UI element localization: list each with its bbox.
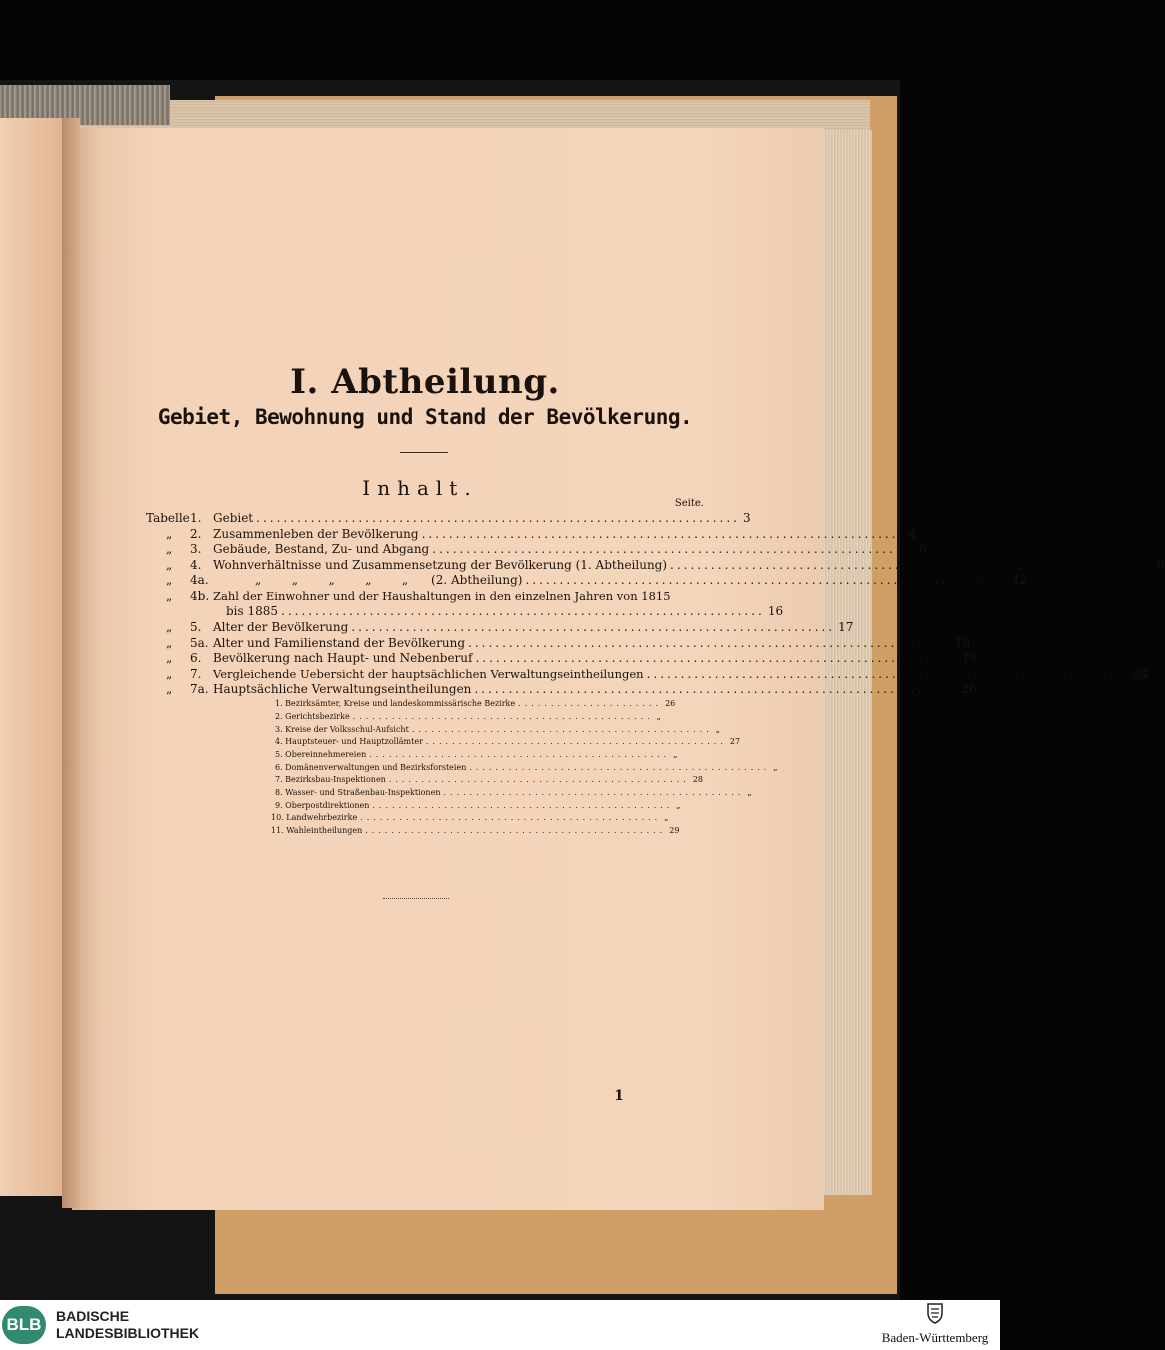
- toc-subentry: 3. Kreise der Volksschul-Aufsicht .............................................. „: [275, 725, 625, 737]
- entry-number: 4a.: [190, 573, 209, 587]
- page-number: 1: [614, 1088, 624, 1104]
- entry-label: Alter der Bevölkerung: [213, 620, 349, 634]
- entry-page: 16: [767, 604, 784, 618]
- subentry-page: 26: [665, 699, 676, 708]
- entry-label: Vergleichende Uebersicht der hauptsächlichen Verwaltungseintheilungen: [213, 667, 644, 681]
- entry-prefix: „: [166, 558, 173, 572]
- subentry-page: „: [747, 788, 752, 797]
- toc-subentry: 6. Domänenverwaltungen und Bezirksforsteien .............................................. „: [275, 763, 625, 775]
- coat-of-arms-icon: [926, 1302, 944, 1324]
- entry-label: Gebäude, Bestand, Zu- und Abgang: [213, 542, 430, 556]
- entry-prefix: „: [166, 651, 173, 665]
- entry-label: „ „ „ „ „ (2. Abtheilung): [255, 573, 523, 587]
- subentry-label: 9. Oberpostdirektionen: [275, 801, 370, 810]
- toc-entry: Hauptsächliche Verwaltungseintheilungen ....................................................................... 26: [213, 682, 977, 696]
- section-subtitle: Gebiet, Bewohnung und Stand der Bevölkerung.: [157, 405, 693, 429]
- entry-page: 26: [961, 682, 977, 696]
- subentry-label: 8. Wasser- und Straßenbau-Inspektionen: [275, 788, 441, 797]
- subentry-page: „: [676, 801, 681, 810]
- title-rule: [400, 452, 448, 453]
- blb-logo: BLB: [2, 1306, 46, 1344]
- toc-subentry: 10. Landwehrbezirke .............................................. „: [271, 813, 625, 825]
- entry-page: 8: [1156, 558, 1165, 572]
- contents-heading: Inhalt.: [362, 476, 478, 500]
- toc-subentry: 8. Wasser- und Straßenbau-Inspektionen .............................................. „: [275, 788, 625, 800]
- section-title: I. Abtheilung.: [290, 362, 560, 402]
- entry-page: 6: [919, 542, 927, 556]
- subentry-label: 7. Bezirksbau-Inspektionen: [275, 775, 386, 784]
- subentry-label: 11. Wahleintheilungen: [271, 826, 363, 835]
- entry-number: 5.: [190, 620, 202, 634]
- subentry-label: 2. Gerichtsbezirke: [275, 712, 350, 721]
- gutter: [62, 118, 80, 1208]
- entry-page: 3: [742, 511, 751, 525]
- section-divider: [383, 898, 449, 900]
- subentry-label: 5. Obereinnehmereien: [275, 750, 367, 759]
- entry-prefix: „: [166, 667, 173, 681]
- entry-number: 1.: [190, 511, 202, 525]
- entry-prefix: „: [166, 573, 173, 587]
- toc-subentry: 5. Obereinnehmereien .............................................. „: [275, 750, 625, 762]
- toc-subentry: 2. Gerichtsbezirke .............................................. „: [275, 712, 625, 724]
- entry-prefix: „: [166, 527, 173, 541]
- entry-page: 19: [962, 651, 978, 665]
- subentry-label: 6. Domänenverwaltungen und Bezirksforsteien: [275, 763, 467, 772]
- library-name-line1: BADISCHE: [56, 1308, 130, 1324]
- toc-entry: Alter der Bevölkerung ....................................................................... 17: [213, 620, 854, 634]
- toc-subentry: 11. Wahleintheilungen .............................................. 29: [271, 826, 625, 838]
- entry-label: Hauptsächliche Verwaltungseintheilungen: [213, 682, 472, 696]
- toc-subentry: 4. Hauptsteuer- und Hauptzollämter .............................................. 27: [275, 737, 625, 749]
- entry-label: Bevölkerung nach Haupt- und Nebenberuf: [213, 651, 473, 665]
- subentry-page: „: [664, 813, 669, 822]
- toc-entry-continued: bis 1885 ....................................................................... 16: [226, 604, 784, 618]
- entry-label: Gebiet: [213, 511, 254, 525]
- subentry-label: 10. Landwehrbezirke: [271, 813, 358, 822]
- entry-page: 24: [1133, 667, 1149, 681]
- subentry-page: „: [656, 712, 661, 721]
- toc-entry: Alter und Familienstand der Bevölkerung ....................................................................... 18: [213, 636, 971, 650]
- entry-prefix: „: [166, 620, 173, 634]
- entry-number: 6.: [190, 651, 202, 665]
- entry-page: 18: [954, 636, 971, 650]
- subentry-page: 28: [692, 775, 704, 784]
- entry-number: 7.: [190, 667, 202, 681]
- toc-entry: Gebäude, Bestand, Zu- und Abgang ....................................................................... 6: [213, 542, 927, 556]
- page-column-label: Seite.: [674, 498, 704, 509]
- entry-page: 12: [1012, 573, 1028, 587]
- entry-label: Wohnverhältnisse und Zusammensetzung der Bevölkerung (1. Abtheilung): [213, 558, 668, 572]
- subentry-page: „: [715, 725, 720, 734]
- toc-entry: „ „ „ „ „ (2. Abtheilung) ....................................................................... 12: [255, 573, 1028, 587]
- toc-subentry: 1. Bezirksämter, Kreise und landeskommissärische Bezirke ...................... 26: [275, 699, 625, 711]
- subentry-label: 4. Hauptsteuer- und Hauptzollämter: [275, 737, 423, 746]
- entry-number: 5a.: [190, 636, 209, 650]
- toc-entry: Zusammenleben der Bevölkerung ....................................................................... 4: [213, 527, 917, 541]
- subentry-page: „: [773, 763, 778, 772]
- subentry-page: „: [673, 750, 678, 759]
- subentry-page: 29: [669, 826, 680, 835]
- entry-prefix: „: [166, 682, 173, 696]
- entry-label: Zusammenleben der Bevölkerung: [213, 527, 419, 541]
- entry-prefix: „: [166, 542, 173, 556]
- toc-subentry: 9. Oberpostdirektionen .............................................. „: [275, 801, 625, 813]
- entry-label: Alter und Familienstand der Bevölkerung: [213, 636, 466, 650]
- entry-number: 3.: [190, 542, 202, 556]
- entry-number: 4b.: [190, 589, 210, 603]
- entry-label: Zahl der Einwohner und der Haushaltungen in den einzelnen Jahren von 1815: [213, 589, 671, 603]
- subentry-label: 1. Bezirksämter, Kreise und landeskommissärische Bezirke: [275, 699, 516, 708]
- toc-entry: Gebiet ....................................................................... 3: [213, 511, 751, 525]
- toc-subentry: 7. Bezirksbau-Inspektionen .............................................. 28: [275, 775, 625, 787]
- footer-bar: [0, 1300, 1000, 1350]
- entry-label: bis 1885: [226, 604, 279, 618]
- subentry-label: 3. Kreise der Volksschul-Aufsicht: [275, 725, 409, 734]
- entry-prefix: Tabelle: [146, 511, 190, 525]
- state-wordmark: Baden-Württemberg: [881, 1330, 989, 1345]
- toc-entry: [213, 589, 696, 604]
- subentry-page: 27: [729, 737, 741, 746]
- library-name-line2: LANDESBIBLIOTHEK: [56, 1325, 200, 1341]
- toc-entry: Wohnverhältnisse und Zusammensetzung der Bevölkerung (1. Abtheilung) ....................................................................... 8: [213, 558, 1165, 572]
- entry-page: 4: [908, 527, 917, 541]
- library-name: [56, 1308, 199, 1342]
- entry-prefix: „: [166, 589, 173, 603]
- toc-entry: Bevölkerung nach Haupt- und Nebenberuf ....................................................................... 19: [213, 651, 978, 665]
- entry-page: 17: [838, 620, 854, 634]
- entry-number: 4.: [190, 558, 202, 572]
- toc-entry: Vergleichende Uebersicht der hauptsächlichen Verwaltungseintheilungen ....................................................................... 24: [213, 667, 1149, 681]
- entry-number: 2.: [190, 527, 202, 541]
- entry-prefix: „: [166, 636, 173, 650]
- entry-number: 7a.: [190, 682, 209, 696]
